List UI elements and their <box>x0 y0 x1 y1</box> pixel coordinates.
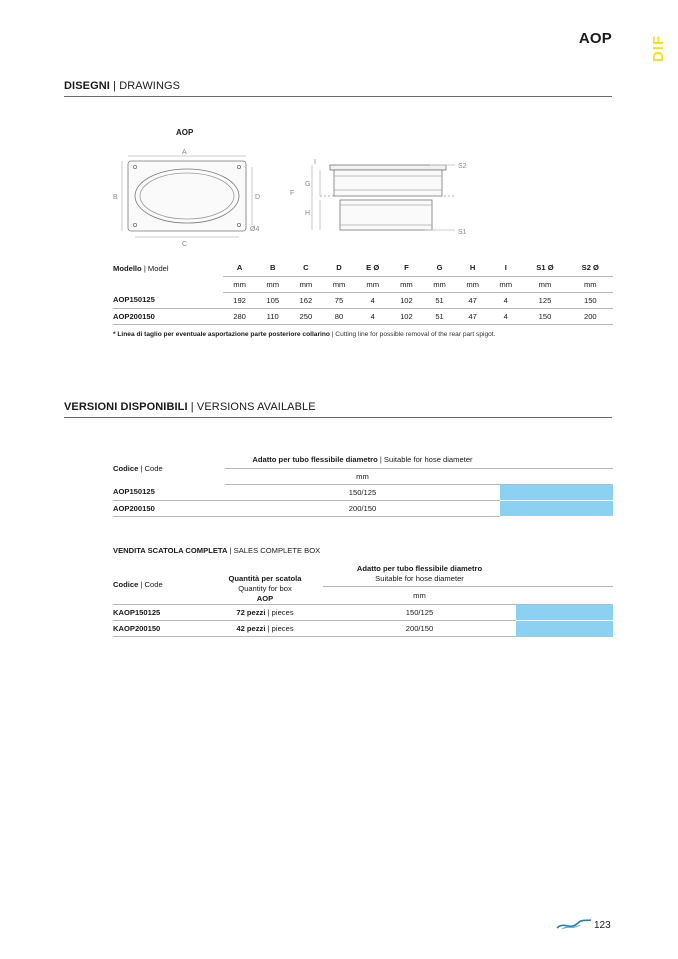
quantity-value: 42 pezzi <box>236 624 266 633</box>
value-cell: 105 <box>256 292 289 308</box>
unit-cell: mm <box>225 468 500 484</box>
versions-heading <box>64 401 316 413</box>
value-cell: 200 <box>568 308 613 324</box>
color-swatch-cell <box>500 484 613 500</box>
versions-header-row <box>113 452 613 468</box>
drawings-rule <box>64 96 612 97</box>
drawings-heading <box>64 80 180 92</box>
footnote-rest: | Cutting line for possible removal of the rear part spigot. <box>331 331 496 338</box>
quantity-cell <box>207 605 323 621</box>
value-cell: 125 <box>522 292 567 308</box>
label-hole-diameter: Ø4 <box>250 226 260 233</box>
drawings-heading-bold: DISEGNI <box>64 80 110 92</box>
complete-box-heading-rest: | SALES COMPLETE BOX <box>229 546 321 555</box>
code-header-rest: | Code <box>140 463 163 473</box>
complete-box-table <box>113 564 613 637</box>
diameter-cell: 200/150 <box>323 621 516 637</box>
model-cell: AOP200150 <box>113 308 223 324</box>
color-swatch-cell <box>516 605 613 621</box>
value-cell: 102 <box>390 292 423 308</box>
column-header: S1 Ø <box>536 263 554 273</box>
value-cell: 80 <box>322 308 355 324</box>
quantity-value: 72 pezzi <box>236 608 266 617</box>
wave-logo-icon <box>556 917 592 931</box>
value-cell: 102 <box>390 308 423 324</box>
value-cell: 47 <box>456 292 489 308</box>
column-header: A <box>236 263 243 273</box>
label-a: A <box>182 149 187 156</box>
page-number: 123 <box>594 920 611 931</box>
value-cell: 51 <box>423 308 456 324</box>
value-cell: 192 <box>223 292 256 308</box>
value-cell: 47 <box>456 308 489 324</box>
column-header: S2 Ø <box>581 263 599 273</box>
complete-box-heading-bold: VENDITA SCATOLA COMPLETA <box>113 546 228 555</box>
drawing-label: AOP <box>176 128 194 137</box>
column-header: G <box>436 263 443 273</box>
front-view <box>122 156 252 237</box>
column-header: I <box>504 263 507 273</box>
quantity-header-en: Quantity for box <box>238 584 292 593</box>
unit-cell: mm <box>522 276 567 292</box>
unit-cell: mm <box>390 276 423 292</box>
table-row <box>113 621 613 637</box>
side-flange <box>330 165 446 170</box>
model-cell: AOP150125 <box>113 292 223 308</box>
unit-cell: mm <box>356 276 390 292</box>
hose-header-rest: | Suitable for hose diameter <box>379 455 473 465</box>
dimensions-table <box>113 260 613 325</box>
diameter-cell: 150/125 <box>225 484 500 500</box>
value-cell: 4 <box>356 292 390 308</box>
column-header: B <box>269 263 276 273</box>
unit-cell: mm <box>223 276 256 292</box>
hose-column-header <box>323 564 516 587</box>
value-cell: 250 <box>289 308 322 324</box>
column-header: C <box>303 263 309 273</box>
label-s1: S1 <box>458 229 467 236</box>
value-cell: 4 <box>356 308 390 324</box>
value-cell: 110 <box>256 308 289 324</box>
color-swatch-cell <box>500 500 613 516</box>
value-cell: 75 <box>322 292 355 308</box>
code-column-header <box>113 564 207 605</box>
table-row <box>113 500 613 516</box>
unit-cell: mm <box>489 276 522 292</box>
versions-heading-rest: | VERSIONS AVAILABLE <box>190 401 316 413</box>
unit-cell: mm <box>323 587 516 605</box>
quantity-header-sub: AOP <box>256 594 274 603</box>
unit-cell: mm <box>256 276 289 292</box>
code-cell: KAOP200150 <box>113 621 207 637</box>
technical-drawing <box>100 145 500 250</box>
footnote <box>113 331 495 338</box>
units-row <box>113 276 613 292</box>
value-cell: 162 <box>289 292 322 308</box>
label-s2: S2 <box>458 163 467 170</box>
table-row <box>113 484 613 500</box>
quantity-unit: | pieces <box>267 608 294 617</box>
drawings-heading-rest: | DRAWINGS <box>113 80 181 92</box>
unit-cell: mm <box>289 276 322 292</box>
hose-header-bold: Adatto per tubo flessibile diametro <box>252 455 378 465</box>
hose-column-header <box>225 452 500 468</box>
dimensions-header-row <box>113 260 613 276</box>
side-view <box>312 165 456 230</box>
diameter-cell: 150/125 <box>323 605 516 621</box>
value-cell: 150 <box>568 292 613 308</box>
label-c: C <box>182 241 188 248</box>
side-spigot <box>340 200 432 230</box>
label-f: F <box>290 190 295 197</box>
section-side-tab <box>647 30 673 66</box>
quantity-cell <box>207 621 323 637</box>
quantity-column-header <box>207 564 323 605</box>
complete-box-heading <box>113 546 320 555</box>
column-header: F <box>404 263 409 273</box>
code-header-bold: Codice <box>113 463 139 473</box>
code-header-rest: | Code <box>140 579 163 589</box>
quantity-unit: | pieces <box>267 624 294 633</box>
versions-heading-bold: VERSIONI DISPONIBILI <box>64 401 188 413</box>
code-cell: AOP200150 <box>113 500 225 516</box>
table-row <box>113 308 613 324</box>
unit-cell: mm <box>568 276 613 292</box>
value-cell: 4 <box>489 292 522 308</box>
label-b: B <box>113 194 118 201</box>
footnote-bold: * Linea di taglio per eventuale asportazione parte posteriore collarino <box>113 331 330 338</box>
model-column-header <box>113 260 223 276</box>
model-header-bold: Modello <box>113 263 142 273</box>
code-cell: AOP150125 <box>113 484 225 500</box>
hose-header-en: Suitable for hose diameter <box>375 574 464 583</box>
table-row <box>113 605 613 621</box>
value-cell: 4 <box>489 308 522 324</box>
model-header-rest: | Model <box>143 263 169 273</box>
label-d: D <box>255 194 261 201</box>
versions-table <box>113 452 613 517</box>
column-header: E Ø <box>366 263 380 273</box>
unit-cell: mm <box>322 276 355 292</box>
front-plate <box>128 161 246 231</box>
versions-rule <box>64 417 612 418</box>
column-header: D <box>336 263 342 273</box>
complete-header-row <box>113 564 613 587</box>
color-swatch-cell <box>516 621 613 637</box>
column-header: H <box>469 263 476 273</box>
hose-header-it: Adatto per tubo flessibile diametro <box>356 564 483 573</box>
value-cell: 51 <box>423 292 456 308</box>
quantity-header-it: Quantità per scatola <box>228 574 302 583</box>
label-h: H <box>305 210 311 217</box>
table-row <box>113 292 613 308</box>
value-cell: 280 <box>223 308 256 324</box>
diameter-cell: 200/150 <box>225 500 500 516</box>
side-body-top <box>334 170 442 196</box>
label-i: I <box>314 159 316 166</box>
code-header-bold: Codice <box>113 579 139 589</box>
side-tab-label: DIF <box>650 34 668 63</box>
value-cell: 150 <box>522 308 567 324</box>
page-title: AOP <box>578 30 612 47</box>
code-column-header <box>113 452 225 484</box>
code-cell: KAOP150125 <box>113 605 207 621</box>
label-g: G <box>305 181 311 188</box>
unit-cell: mm <box>423 276 456 292</box>
unit-cell: mm <box>456 276 489 292</box>
